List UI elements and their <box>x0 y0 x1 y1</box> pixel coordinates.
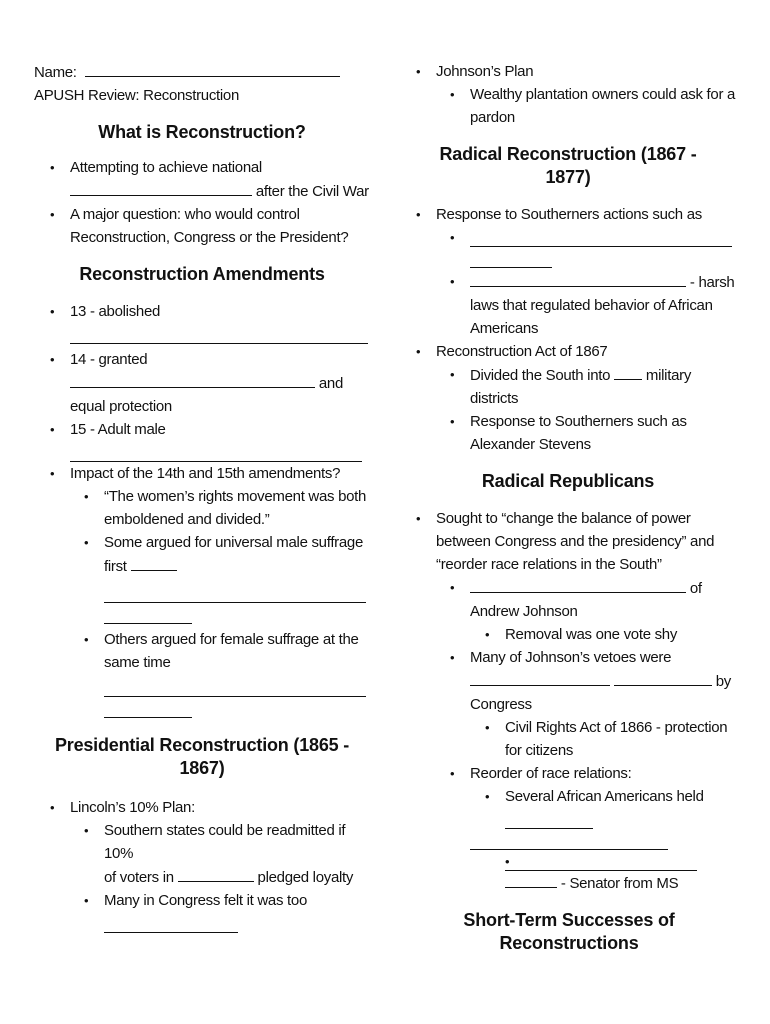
fill-blank[interactable] <box>470 829 668 850</box>
sub-list-item <box>400 576 740 646</box>
list-item-text: laws that regulated behavior of African Americans <box>470 297 713 337</box>
fill-blank[interactable] <box>131 554 177 571</box>
fill-blank[interactable] <box>470 247 552 268</box>
what-list <box>34 156 370 249</box>
list-item-text: 13 - abolished <box>70 303 161 320</box>
list-item <box>34 300 370 344</box>
presidential-list <box>34 796 370 933</box>
list-item <box>34 348 370 418</box>
heading-reconstruction-amendments: Reconstruction Amendments <box>79 264 325 284</box>
name-line <box>34 60 370 84</box>
impact-sublist <box>70 485 370 718</box>
sub-list-item: • Wealthy plantation owners could ask for a pardon <box>400 83 740 129</box>
list-item-text: pledged loyalty <box>257 869 354 886</box>
fill-blank[interactable] <box>470 669 610 686</box>
lincoln-sublist <box>70 819 370 933</box>
sub-sub-list-item: • Civil Rights Act of 1866 - protection for citizens <box>400 716 740 762</box>
sub-list-item <box>400 226 740 268</box>
list-item <box>34 796 370 933</box>
list-item-text: Some argued for universal male suffrage first <box>104 534 364 575</box>
fill-blank[interactable] <box>104 697 192 718</box>
right-column <box>418 60 740 955</box>
list-item <box>400 340 740 456</box>
radical-list <box>418 203 740 456</box>
list-item-text: Impact of the 14th and 15th amendments? <box>70 465 341 482</box>
sub-list-item <box>400 363 740 410</box>
sub-sub-sub-list-item <box>505 850 740 895</box>
sub-sub-list-item: • Removal was one vote shy <box>400 623 740 646</box>
johnson-list <box>418 60 740 129</box>
worksheet-subtitle: APUSH Review: Reconstruction <box>34 87 240 104</box>
amendments-list <box>34 300 370 718</box>
act-sublist <box>436 363 740 456</box>
fill-blank[interactable] <box>104 603 192 624</box>
list-item-text: Lincoln’s 10% Plan: <box>70 799 195 816</box>
list-item-text: and <box>318 375 344 392</box>
fill-blank[interactable] <box>70 179 252 196</box>
sub-sub-list-item <box>400 785 740 895</box>
heading-short-term-successes: Short-Term Successes of Reconstructions <box>463 910 675 953</box>
list-item <box>400 507 740 895</box>
fill-blank[interactable] <box>470 270 686 287</box>
heading-radical-republicans: Radical Republicans <box>481 471 655 491</box>
list-item-text: Several African Americans held <box>505 788 704 805</box>
sub-list-item: • Response to Southerners such as Alexander Stevens <box>400 410 740 456</box>
list-item-text: equal protection <box>70 398 172 415</box>
list-item-text: Sought to “change the balance of power between Congress and the presidency” and “reorder race relations in the South” <box>436 510 715 573</box>
sub-list-item <box>34 889 370 933</box>
johnson-sublist <box>436 83 740 129</box>
list-item-text: - Senator from MS <box>560 875 679 892</box>
sub-list-item: • “The women’s rights movement was both emboldened and divided.” <box>34 485 370 531</box>
list-item-text: of voters in <box>104 869 174 886</box>
list-item-text: Andrew Johnson <box>470 603 578 620</box>
name-blank[interactable] <box>85 60 340 77</box>
sub-list-item <box>400 270 740 340</box>
fill-blank[interactable] <box>104 676 366 697</box>
list-item-text: 15 - Adult male <box>70 421 166 438</box>
fill-blank[interactable] <box>470 576 686 593</box>
list-item-text: of <box>689 580 702 597</box>
list-item <box>400 203 740 340</box>
fill-blank[interactable] <box>614 363 642 380</box>
heading-radical-reconstruction: Radical Reconstruction (1867 - 1877) <box>439 144 697 187</box>
fill-blank[interactable] <box>505 871 557 888</box>
heading-presidential-reconstruction: Presidential Reconstruction (1865 - 1867) <box>54 735 350 778</box>
fill-blank[interactable] <box>70 371 315 388</box>
andrew-sublist <box>470 623 740 646</box>
republicans-list <box>418 507 740 895</box>
sub-list-item <box>34 531 370 624</box>
list-item <box>34 418 370 462</box>
reorder-sublist <box>470 785 740 895</box>
list-item-text: - harsh <box>689 274 735 291</box>
several-sublist <box>505 850 740 895</box>
sub-list-item <box>400 762 740 895</box>
fill-blank[interactable] <box>614 669 712 686</box>
list-item-text: Congress <box>470 696 532 713</box>
list-item-text: Response to Southerners actions such as <box>436 206 702 223</box>
fill-blank[interactable] <box>70 323 368 344</box>
list-item-text: military districts <box>470 367 692 407</box>
list-item <box>34 462 370 718</box>
list-item-text: Johnson’s Plan <box>436 63 534 80</box>
list-item-text: Divided the South into <box>470 367 611 384</box>
list-item-text: Many of Johnson’s vetoes were <box>470 649 672 666</box>
fill-blank[interactable] <box>104 582 366 603</box>
fill-blank[interactable] <box>505 808 593 829</box>
list-item-text: Attempting to achieve national <box>70 159 262 176</box>
list-item: • A major question: who would control Reconstruction, Congress or the President? <box>34 203 370 249</box>
list-item-text: after the Civil War <box>255 183 369 200</box>
congress-sublist <box>470 716 740 762</box>
heading-what-is-reconstruction: What is Reconstruction? <box>98 122 306 142</box>
list-item-text: Many in Congress felt it was too <box>104 892 307 909</box>
list-item-text: Reconstruction Act of 1867 <box>436 343 608 360</box>
fill-blank[interactable] <box>178 865 254 882</box>
list-item-text: Others argued for female suffrage at the same time <box>104 631 359 671</box>
response-sublist <box>436 226 740 340</box>
list-item-text: 14 - granted <box>70 351 148 368</box>
sub-list-item <box>400 646 740 762</box>
list-item-text: Southern states could be readmitted if 10% <box>104 822 346 862</box>
sub-list-item <box>34 628 370 718</box>
list-item <box>400 60 740 129</box>
sought-sublist <box>436 576 740 895</box>
fill-blank[interactable] <box>505 850 697 871</box>
list-item <box>34 156 370 203</box>
fill-blank[interactable] <box>104 912 238 933</box>
left-column <box>34 60 370 933</box>
fill-blank[interactable] <box>470 226 732 247</box>
fill-blank[interactable] <box>70 441 362 462</box>
list-item-text: by <box>715 673 731 690</box>
name-label: Name: <box>34 64 77 81</box>
sub-list-item <box>34 819 370 889</box>
list-item-text: Reorder of race relations: <box>470 765 632 782</box>
